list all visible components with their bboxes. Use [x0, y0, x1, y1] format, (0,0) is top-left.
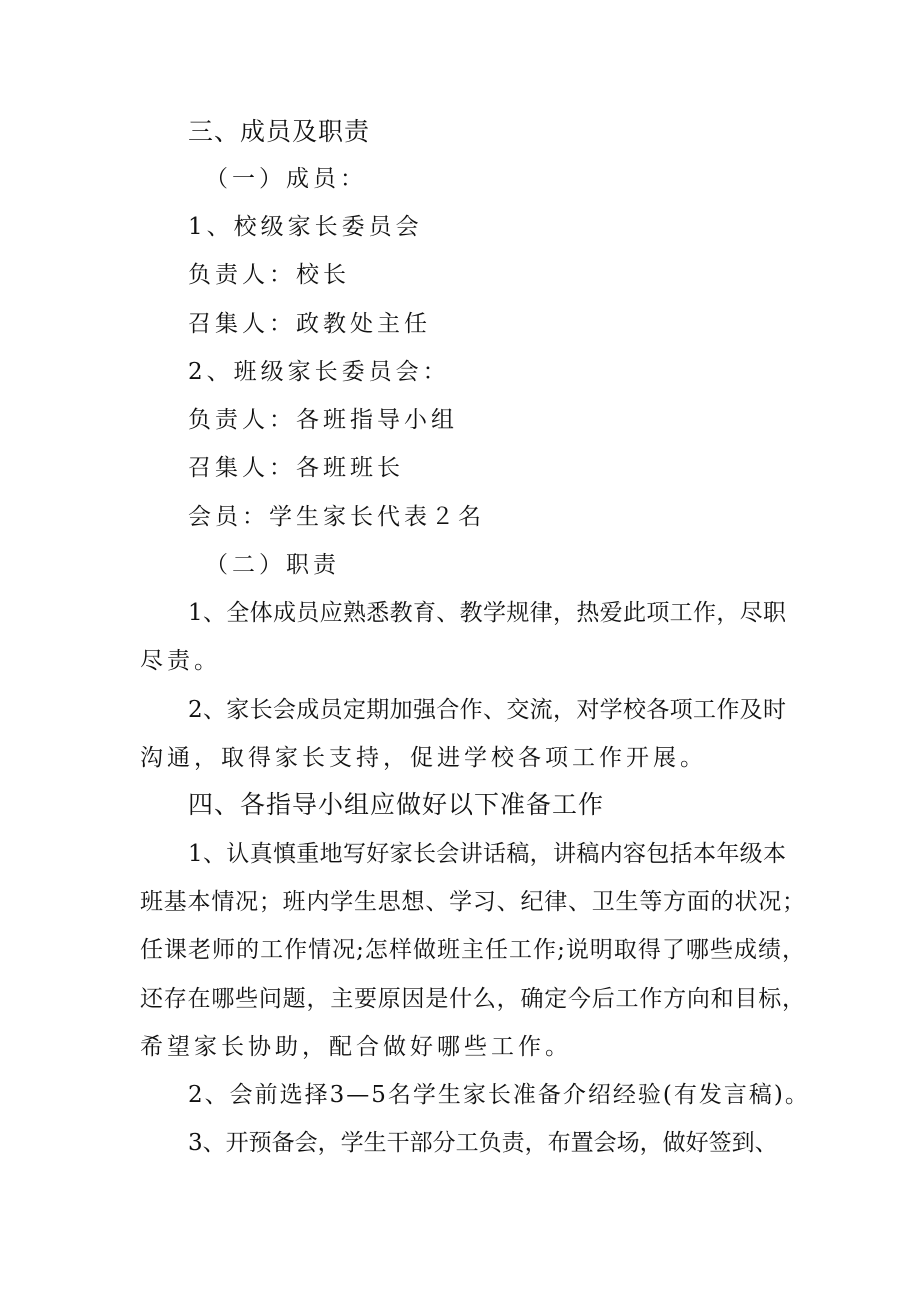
prep-item-1-line-5: 希望家长协助，配合做好哪些工作。 [140, 1034, 572, 1060]
class-members-line: 会员：学生家长代表２名 [188, 504, 485, 530]
prep-item-2: 2、会前选择3—5名学生家长准备介绍经验(有发言稿)。 [188, 1082, 810, 1108]
school-committee-title: 1、校级家长委员会 [188, 214, 423, 240]
duties-subheading: （二）职责 [205, 552, 340, 578]
school-convener-line: 召集人：政教处主任 [188, 311, 431, 337]
prep-item-3: 3、开预备会，学生干部分工负责，布置会场，做好签到、 [188, 1130, 778, 1156]
duty-item-2-line-2: 沟通，取得家长支持，促进学校各项工作开展。 [140, 745, 707, 771]
prep-item-1-line-3: 任课老师的工作情况;怎样做班主任工作;说明取得了哪些成绩， [140, 937, 805, 963]
duty-item-1-line-2: 尽责。 [140, 648, 221, 674]
section-4-heading: 四、各指导小组应做好以下准备工作 [188, 790, 605, 819]
class-committee-title: 2、班级家长委员会： [188, 359, 450, 385]
prep-item-1-line-4: 还存在哪些问题，主要原因是什么，确定今后工作方向和目标， [140, 986, 805, 1012]
class-leader-line: 负责人：各班指导小组 [188, 407, 458, 433]
prep-item-1-line-1: 1、认真慎重地写好家长会讲话稿，讲稿内容包括本年级本 [188, 841, 786, 867]
prep-item-1-line-2: 班基本情况；班内学生思想、学习、纪律、卫生等方面的状况； [140, 889, 805, 915]
school-leader-line: 负责人：校长 [188, 262, 350, 288]
section-3-heading: 三、成员及职责 [188, 117, 371, 146]
duty-item-1-line-1: 1、全体成员应熟悉教育、教学规律，热爱此项工作，尽职 [188, 600, 786, 626]
members-subheading: （一）成员： [205, 166, 367, 192]
duty-item-2-line-1: 2、家长会成员定期加强合作、交流，对学校各项工作及时 [188, 697, 786, 723]
class-convener-line: 召集人：各班班长 [188, 455, 404, 481]
